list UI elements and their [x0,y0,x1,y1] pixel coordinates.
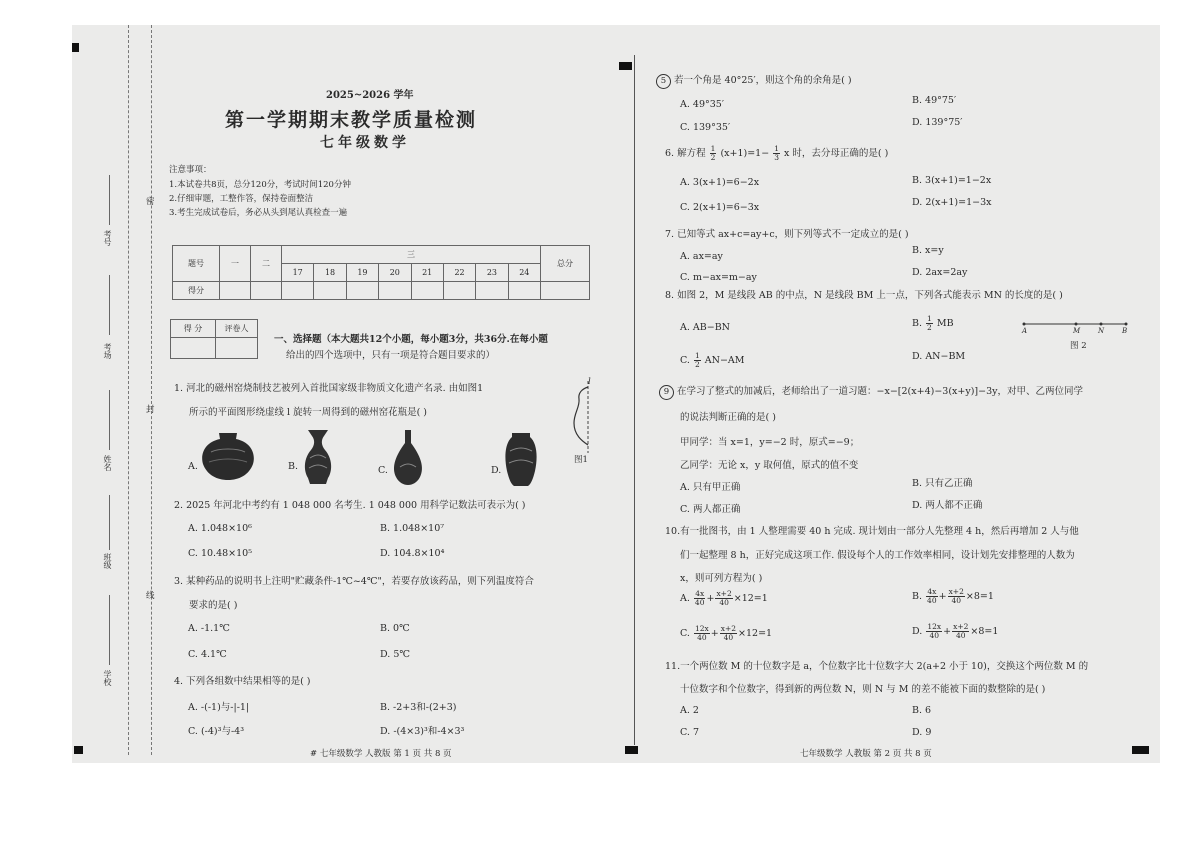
score-subcol: 22 [443,264,475,282]
vase-a-image [199,430,257,482]
numerator: 1 [927,314,932,323]
option: D. 2ax=2ay [912,267,968,278]
question-text: 十位数字和个位数字，得到新的两位数 N，则 N 与 M 的差不能被下面的数整除的是( ) [680,684,1046,695]
question-text: 3. 某种药品的说明书上注明"贮藏条件-1℃~4℃"，若要存放该药品，则下列温度符合 [174,576,534,587]
question-text: 8. 如图 2，M 是线段 AB 的中点，N 是线段 BM 上一点，下列各式能表示 MN 的长度的是( ) [665,290,1063,301]
statement: 乙同学：无论 x，y 取何值，原式的值不变 [680,460,859,471]
section-title: 一、选择题（本大题共12个小题，每小题3分，共36分.在每小题 [274,334,548,345]
score-table [172,245,590,300]
note-item: 3.考生完成试卷后，务必从头到尾认真检查一遍 [169,208,348,218]
score-col: 一 [220,246,251,282]
option-text: MB [936,318,954,329]
label-underline [109,495,110,550]
option-label: C. [378,465,388,476]
figure-1-profile [570,377,596,457]
exam-title: 第一学期期末教学质量检测 [225,109,478,131]
option: A. -(-1)与-|-1| [188,702,250,713]
option: B. $\frac{4x}{40}$ + $\frac{x+2}{40}$ ×8=1 [912,587,994,605]
denominator: 2 [710,153,716,162]
statement: 甲同学：当 x=1，y=−2 时，原式=−9； [680,437,860,448]
denominator: 40 [719,598,729,607]
label-underline [109,390,110,450]
fraction [952,623,969,640]
binding-label: 考场 [103,343,112,359]
option: A. 49°35′ [680,99,724,110]
grader-cell[interactable] [216,338,258,359]
question-text: 10.有一批图书，由 1 人整理需要 40 h 完成. 现计划由一部分人先整理 4 h，然后再增加 2 人与他 [665,526,1079,537]
seal-char: 封 [146,405,155,415]
option: D. AN−BM [912,351,966,362]
option: B. 0℃ [380,623,410,634]
page-footer: 七年级数学 人教版 第 2 页 共 8 页 [800,749,932,759]
numerator: 1 [710,144,716,153]
score-cell[interactable] [346,282,378,300]
option [680,352,745,369]
exam-sheet [72,25,1160,763]
option: C. 2(x+1)=6−3x [680,202,760,213]
axis-label: l [588,377,591,387]
score-cell[interactable] [443,282,475,300]
question-text: 所示的平面图形绕虚线 l 旋转一周得到的磁州窑花瓶是( ) [189,407,428,418]
fraction [694,625,710,642]
fraction [926,315,933,332]
option-text: ×8=1 [965,591,994,602]
numerator: 1 [694,351,700,360]
score-subcol: 17 [282,264,314,282]
section-title: 给出的四个选项中，只有一项是符合题目要求的） [286,350,496,361]
fraction [720,625,737,642]
question-stem: x 时，去分母正确的是( ) [784,148,889,159]
numerator: 12x [694,624,709,633]
registration-mark [619,62,632,70]
question-text: 11.一个两位数 M 的十位数字是 a，个位数字比十位数字大 2(a+2 小于 10)，交换这个两位数 M 的 [665,661,1089,672]
option: D. -(4×3)³和-4×3³ [380,726,465,737]
option-label: B. [288,461,299,472]
option: B. 49°75′ [912,95,957,106]
vase-b-image [300,428,336,486]
option: B. x=y [912,245,944,256]
question-text [659,383,1083,400]
numerator: 1 [774,144,779,153]
score-cell[interactable] [251,282,282,300]
score-cell[interactable] [476,282,508,300]
denominator: 3 [774,153,779,162]
question-text: 的说法判断正确的是( ) [680,412,776,423]
seal-char: 密 [146,197,155,207]
fraction [926,623,942,640]
option-text: ×12=1 [733,593,768,604]
numerator: x+2 [953,622,969,631]
figure-point-label: B [1122,327,1128,335]
question-stem: 若一个角是 40°25′，则这个角的余角是( ) [674,75,852,86]
option-label: D. [912,626,923,637]
numerator: x+2 [948,587,964,596]
question-text [665,145,888,162]
grader-label: 评卷人 [216,320,258,338]
label-underline [109,595,110,665]
numerator: x+2 [720,624,737,633]
option: A. $\frac{4x}{40}$ + $\frac{x+2}{40}$ ×12=1 [680,589,768,607]
option-text: ×12=1 [738,628,773,639]
option: C. 10.48×10⁵ [188,548,253,559]
denominator: 40 [697,633,707,642]
exam-subject: 七年级数学 [320,135,410,151]
option: D. 9 [912,727,932,738]
vase-c-image [390,429,426,487]
registration-mark [74,746,83,754]
option [912,315,954,332]
question-text: 要求的是( ) [189,600,238,611]
option: D. 两人都不正确 [912,500,983,511]
option-label: A. [188,461,198,472]
label-underline [109,175,110,225]
grader-cell[interactable] [171,338,216,359]
option: A. 只有甲正确 [680,482,741,493]
vase-d-image [502,431,540,487]
page-divider [634,55,635,745]
fraction [948,588,965,605]
score-cell[interactable] [411,282,443,300]
option-label: A. [680,593,690,604]
registration-mark [1132,746,1149,754]
option: C. $\frac{12x}{40}$ + $\frac{x+2}{40}$ ×12=1 [680,624,773,642]
option: D. $\frac{12x}{40}$ + $\frac{x+2}{40}$ ×8=1 [912,622,999,640]
binding-label: 考号 [103,230,112,246]
figure-caption: 图1 [574,455,588,465]
score-col-group: 三 [282,246,541,264]
option: A. 1.048×10⁶ [188,523,252,534]
grader-score-label: 得 分 [171,320,216,338]
option-text: ×8=1 [970,626,999,637]
denominator: 40 [694,598,705,607]
option: C. 7 [680,727,700,738]
question-text: 7. 已知等式 ax+c=ay+c，则下列等式不一定成立的是( ) [665,229,909,240]
option: C. m−ax=m−ay [680,272,757,283]
denominator: 40 [929,631,939,640]
binding-label: 班级 [103,553,112,569]
score-cell[interactable] [314,282,346,300]
option: D. 5℃ [380,649,410,660]
score-subcol: 24 [508,264,540,282]
numerator: 4x [695,589,705,598]
option: D. 2(x+1)=1−3x [912,197,992,208]
option-label: D. [491,465,502,476]
question-text [656,72,852,89]
question-text: 4. 下列各组数中结果相等的是( ) [174,676,311,687]
numerator: 4x [927,587,937,596]
score-subcol: 20 [379,264,411,282]
label-underline [109,275,110,335]
denominator: 40 [951,596,961,605]
option: B. 3(x+1)=1−2x [912,175,992,186]
option: A. AB−BN [680,322,730,333]
registration-mark [72,43,79,52]
grader-box [170,319,258,359]
figure-point-label: N [1098,327,1105,335]
denominator: 40 [723,633,734,642]
numerator: 12x [927,622,942,631]
question-stem: (x+1)=1− [720,148,770,159]
registration-mark [625,746,638,754]
option: D. 139°75′ [912,117,963,128]
score-header: 题号 [173,246,220,282]
score-row-label: 得分 [173,282,220,300]
fraction [926,588,938,605]
denominator: 2 [694,360,700,369]
score-subcol: 21 [411,264,443,282]
question-text: 2. 2025 年河北中考约有 1 048 000 名考生. 1 048 000 用科学记数法可表示为( ) [174,500,526,511]
option: C. 4.1℃ [188,649,227,660]
question-stem: 在学习了整式的加减后，老师给出了一道习题：−x−[2(x+4)−3(x+y)]−3y，对甲、乙两位同学 [677,386,1084,397]
note-item: 2.仔细审题，工整作答，保持卷面整洁 [169,194,314,204]
score-cell[interactable] [220,282,251,300]
option-text: AN−AM [704,355,745,366]
question-text: x，则可列方程为( ) [680,573,763,584]
score-cell[interactable] [379,282,411,300]
seal-char: 线 [146,591,155,601]
score-cell[interactable] [282,282,314,300]
option: B. 只有乙正确 [912,478,973,489]
score-subcol: 18 [314,264,346,282]
option: B. 6 [912,705,932,716]
numerator: x+2 [716,589,732,598]
figure-caption: 图 2 [1070,341,1087,351]
score-col: 二 [251,246,282,282]
figure-point-label: A [1022,327,1028,335]
option-label: B. [912,591,923,602]
notes-heading: 注意事项： [169,165,212,175]
binding-label: 姓名 [103,455,112,471]
fraction [710,145,717,162]
fraction [694,590,706,607]
option: B. -2+3和-(2+3) [380,702,457,713]
option: D. 104.8×10⁴ [380,548,445,559]
fraction [715,590,732,607]
question-stem: 6. 解方程 [665,148,706,159]
question-text: 1. 河北的磁州窑烧制技艺被列入首批国家级非物质文化遗产名录. 由如图1 [174,383,484,394]
denominator: 40 [955,631,966,640]
option-label: C. [680,355,690,366]
fraction [694,352,701,369]
option: A. ax=ay [680,251,723,262]
figure-point-label: M [1073,327,1081,335]
option: A. -1.1℃ [188,623,230,634]
score-cell[interactable] [541,282,590,300]
denominator: 40 [927,596,937,605]
note-item: 1.本试卷共8页，总分120分，考试时间120分钟 [169,180,351,190]
page-footer: # 七年级数学 人教版 第 1 页 共 8 页 [310,749,452,759]
option: C. 两人都正确 [680,504,741,515]
option-label: B. [912,318,923,329]
fraction [773,145,780,162]
option: A. 3(x+1)=6−2x [680,177,760,188]
denominator: 2 [927,323,932,332]
option-label: C. [680,628,690,639]
question-text: 们一起整理 8 h，正好完成这项工作. 假设每个人的工作效率相同，设计划先安排整理的人数为 [680,550,1075,561]
score-cell[interactable] [508,282,540,300]
option: A. 2 [680,705,699,716]
score-subcol: 19 [346,264,378,282]
binding-line [128,25,129,755]
option: B. 1.048×10⁷ [380,523,445,534]
school-year: 2025~2026 学年 [326,90,414,101]
question-number-circled: 9 [659,385,674,400]
question-number-circled: 5 [656,74,671,89]
score-subcol: 23 [476,264,508,282]
score-total: 总分 [541,246,590,282]
binding-line [151,25,152,755]
option: C. (-4)³与-4³ [188,726,245,737]
option: C. 139°35′ [680,122,731,133]
binding-label: 学校 [103,670,112,686]
